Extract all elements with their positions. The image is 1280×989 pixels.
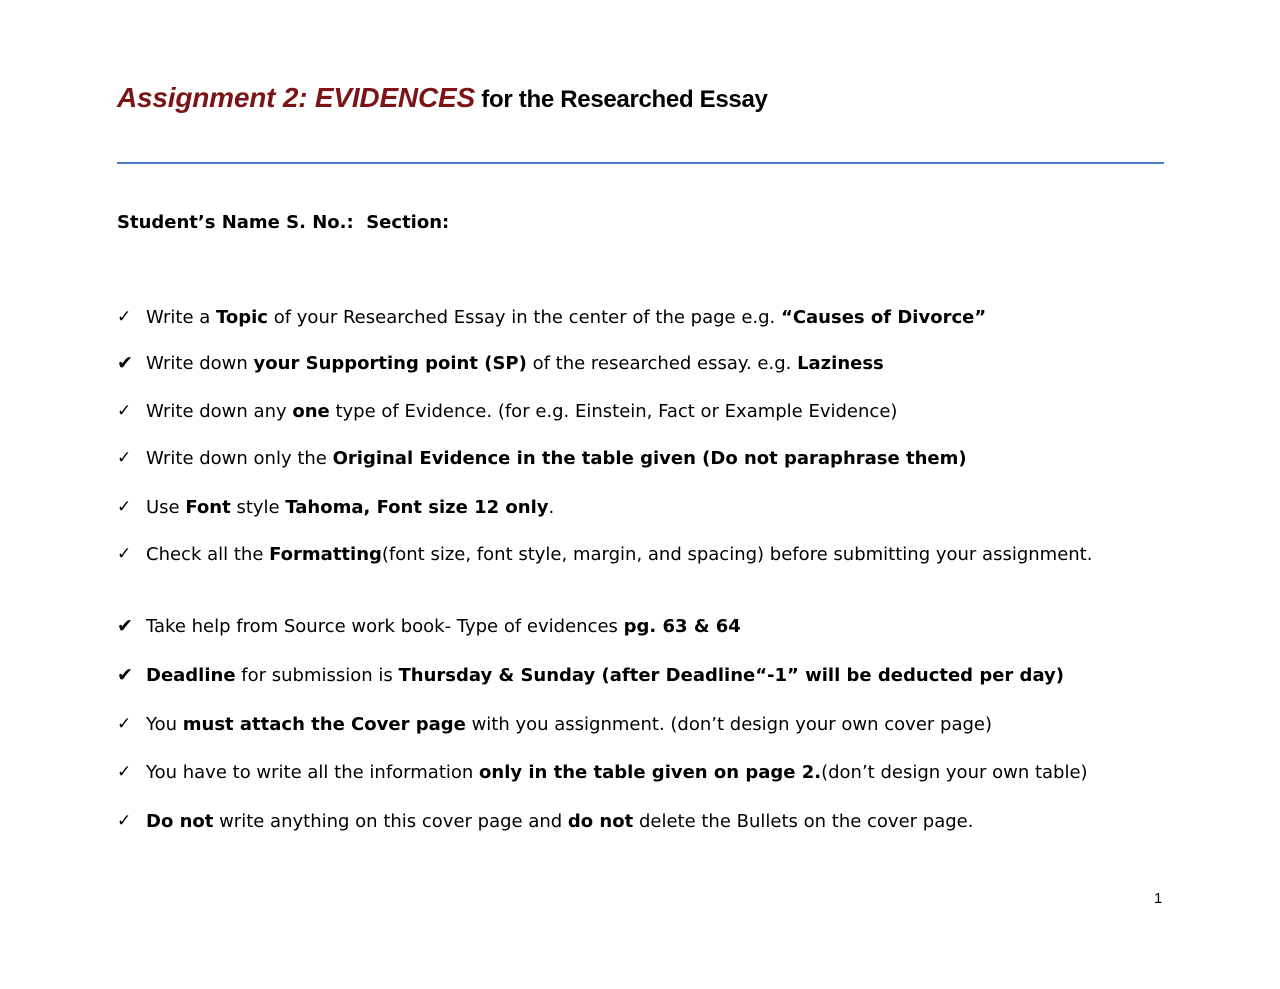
list-item: [117, 713, 1177, 736]
bold-text: only in the table given on page 2.: [479, 762, 822, 783]
list-item: [117, 664, 1177, 687]
title-lead: Assignment 2: EVIDENCES: [117, 82, 475, 113]
text-run: You: [146, 714, 183, 735]
bold-text: must attach the Cover page: [182, 714, 466, 735]
text-run: of the researched essay. e.g.: [526, 353, 798, 374]
page-title: [117, 82, 768, 114]
text-run: .: [548, 497, 555, 518]
checkmark-icon: ✓: [117, 307, 132, 327]
bold-text: Do not: [146, 811, 214, 832]
checkmark-icon: ✔: [117, 352, 133, 374]
text-run: Write a: [146, 307, 216, 328]
checkmark-icon: ✓: [117, 497, 132, 517]
text-run: with you assignment. (don’t design your own cover page): [465, 714, 993, 735]
list-item-text: [146, 810, 1176, 833]
bold-text: Topic: [216, 307, 268, 328]
checkmark-icon: ✔: [117, 615, 133, 637]
bold-text: Font: [185, 497, 231, 518]
list-item-text: [146, 543, 1176, 566]
list-item-text: [146, 447, 1176, 470]
text-run: Take help from Source work book- Type of evidences: [146, 616, 624, 637]
text-run: You have to write all the information: [146, 762, 480, 783]
list-item: [117, 761, 1177, 784]
text-run: for submission is: [235, 665, 399, 686]
list-item-text: [146, 352, 1176, 375]
bold-text: pg. 63 & 64: [623, 616, 741, 637]
list-item-text: [146, 761, 1176, 784]
checkmark-icon: ✓: [117, 811, 132, 831]
bold-text: one: [292, 401, 330, 422]
checkmark-icon: ✓: [117, 714, 132, 734]
list-item: [117, 496, 1177, 519]
text-run: (font size, font style, margin, and spacing) before submitting your assignment.: [381, 544, 1093, 565]
text-run: style: [230, 497, 286, 518]
text-run: type of Evidence. (for e.g. Einstein, Fact or Example Evidence): [329, 401, 898, 422]
horizontal-rule: [117, 162, 1164, 164]
list-item-text: [146, 306, 1176, 329]
checkmark-icon: ✓: [117, 401, 132, 421]
bold-text: Tahoma, Font size 12 only: [285, 497, 549, 518]
bold-text: “Causes of Divorce”: [781, 307, 987, 328]
bold-text: Formatting: [269, 544, 382, 565]
bold-text: do not: [567, 811, 634, 832]
list-item: [117, 810, 1177, 833]
text-run: delete the Bullets on the cover page.: [633, 811, 974, 832]
list-item: [117, 352, 1177, 375]
checkmark-icon: ✓: [117, 762, 132, 782]
bold-text: Thursday & Sunday (after Deadline“-1” will be deducted per day): [398, 665, 1064, 686]
checkmark-icon: ✓: [117, 448, 132, 468]
checkmark-icon: ✔: [117, 664, 133, 686]
list-item-text: [146, 496, 1176, 519]
list-item-text: [146, 615, 1176, 638]
list-item-text: [146, 400, 1176, 423]
student-info-line: Student’s Name S. No.: Section:: [117, 212, 450, 233]
list-item: [117, 400, 1177, 423]
text-run: Write down any: [146, 401, 293, 422]
bold-text: Deadline: [146, 665, 236, 686]
bold-text: Laziness: [797, 353, 884, 374]
text-run: Check all the: [146, 544, 270, 565]
list-item: [117, 306, 1177, 329]
text-run: Use: [146, 497, 186, 518]
text-run: (don’t design your own table): [821, 762, 1088, 783]
list-item: [117, 543, 1177, 566]
list-item-text: [146, 713, 1176, 736]
text-run: write anything on this cover page and: [213, 811, 568, 832]
list-item: [117, 615, 1177, 638]
text-run: of your Researched Essay in the center of the page e.g.: [267, 307, 781, 328]
list-item: [117, 447, 1177, 470]
page-number: 1: [1154, 890, 1163, 907]
list-item-text: [146, 664, 1176, 687]
bold-text: Original Evidence in the table given (Do not paraphrase them): [332, 448, 967, 469]
text-run: Write down only the: [146, 448, 333, 469]
text-run: Write down: [146, 353, 254, 374]
title-rest: for the Researched Essay: [474, 86, 768, 113]
checkmark-icon: ✓: [117, 544, 132, 564]
bold-text: your Supporting point (SP): [253, 353, 527, 374]
